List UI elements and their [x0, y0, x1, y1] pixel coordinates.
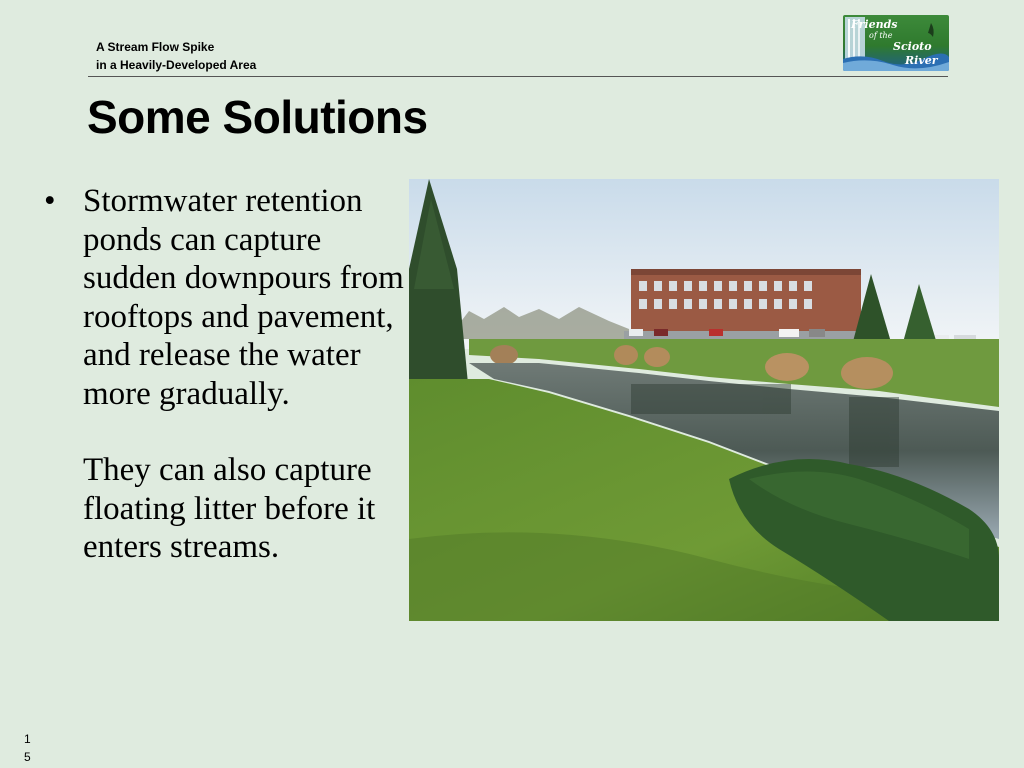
bullet-item: [44, 182, 404, 413]
logo-text-friends: Friends: [851, 18, 898, 31]
bullet-continuation: [44, 451, 404, 567]
slide-number: [24, 730, 34, 766]
logo-text-scioto: Scioto: [893, 40, 932, 53]
slide-header: [96, 38, 256, 74]
slide-number-digit-2: 5: [24, 750, 31, 764]
header-line-1: A Stream Flow Spike: [96, 40, 215, 54]
bullet-list: [44, 182, 404, 567]
slide-title: Some Solutions: [87, 91, 428, 143]
logo-text-river: River: [905, 54, 938, 67]
retention-pond-photo: [409, 179, 999, 621]
header-line-2: in a Heavily-Developed Area: [96, 58, 257, 72]
bullet-paragraph-2: They can also capture floating litter before it enters streams.: [83, 452, 376, 565]
logo-text-of-the: of the: [869, 31, 893, 40]
bullet-text: Stormwater retention ponds can capture sudden downpours from rooftops and pavement, and release the water more gradually.: [83, 183, 404, 412]
header-divider: [88, 76, 948, 77]
slide-number-digit-1: 1: [24, 732, 31, 746]
friends-of-scioto-river-logo: [843, 15, 949, 71]
bullet-marker: •: [44, 183, 56, 219]
